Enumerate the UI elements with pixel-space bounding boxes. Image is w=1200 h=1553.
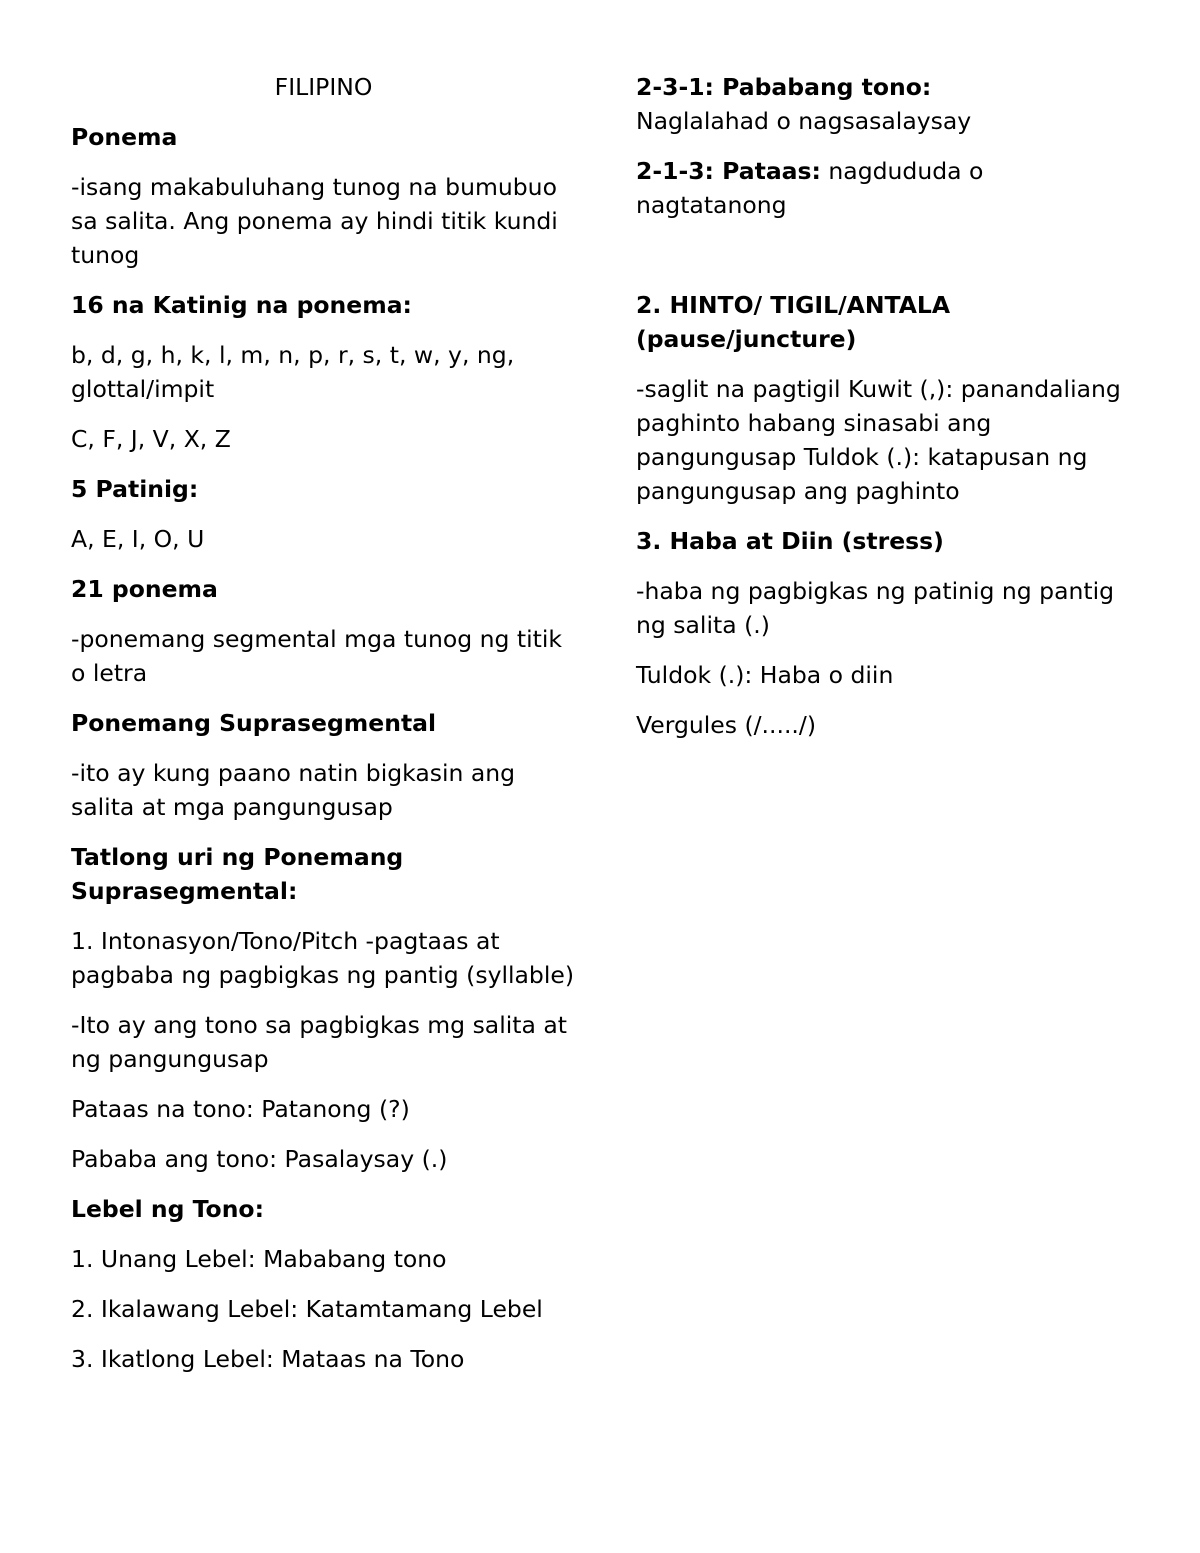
pattern-213 [636, 154, 1136, 222]
suprasegmental-definition: -ito ay kung paano natin bigkasin ang salita at mga pangungusap [71, 759, 516, 821]
heading-katinig: 16 na Katinig na ponema: [71, 291, 412, 319]
vergules-item: Vergules (/...../) [636, 711, 816, 739]
pattern-231-text: Naglalahad o nagsasalaysay [636, 107, 972, 135]
tono-definition: -Ito ay ang tono sa pagbigkas mg salita at ng pangungusap [71, 1011, 567, 1073]
hinto-definition: -saglit na pagtigil Kuwit (,): panandaliang paghinto habang sinasabi ang pangungusap Tuldok (.): katapusan ng pangungusap ang paghinto [636, 375, 1121, 505]
patinig-list: A, E, I, O, U [71, 525, 205, 553]
right-column [636, 70, 1136, 758]
pattern-231-label: 2-3-1: Pababang tono: [636, 73, 932, 101]
ponema-definition: -isang makabuluhang tunog na bumubuo sa salita. Ang ponema ay hindi titik kundi tunog [71, 173, 558, 269]
heading-hinto: 2. HINTO/ TIGIL/ANTALA (pause/juncture) [636, 291, 951, 353]
intonasyon-item: 1. Intonasyon/Tono/Pitch -pagtaas at pagbaba ng pagbigkas ng pantig (syllable) [71, 927, 575, 989]
document-title: FILIPINO [274, 73, 373, 101]
left-column [71, 70, 576, 1392]
spacer [636, 238, 1136, 288]
heading-ponema: Ponema [71, 123, 178, 151]
lebel-item-2: 2. Ikalawang Lebel: Katamtamang Lebel [71, 1295, 543, 1323]
lebel-item-1: 1. Unang Lebel: Mababang tono [71, 1245, 447, 1273]
heading-21-ponema: 21 ponema [71, 575, 218, 603]
heading-tatlong-uri: Tatlong uri ng Ponemang Suprasegmental: [71, 843, 404, 905]
heading-lebel: Lebel ng Tono: [71, 1195, 264, 1223]
haba-definition: -haba ng pagbigkas ng patinig ng pantig ng salita (.) [636, 577, 1115, 639]
pattern-213-label: 2-1-3: Pataas: [636, 157, 821, 185]
heading-suprasegmental: Ponemang Suprasegmental [71, 709, 437, 737]
pababa-tono: Pababa ang tono: Pasalaysay (.) [71, 1145, 448, 1173]
heading-haba-diin: 3. Haba at Diin (stress) [636, 527, 944, 555]
segmental-definition: -ponemang segmental mga tunog ng titik o letra [71, 625, 562, 687]
pattern-231 [636, 70, 1136, 138]
tuldok-item: Tuldok (.): Haba o diin [636, 661, 894, 689]
heading-patinig: 5 Patinig: [71, 475, 199, 503]
pataas-tono: Pataas na tono: Patanong (?) [71, 1095, 410, 1123]
pattern-213-text: nagdududa o nagtatanong [636, 157, 984, 219]
hiram-list: C, F, J, V, X, Z [71, 425, 231, 453]
lebel-item-3: 3. Ikatlong Lebel: Mataas na Tono [71, 1345, 465, 1373]
katinig-list: b, d, g, h, k, l, m, n, p, r, s, t, w, y, ng, glottal/impit [71, 341, 515, 403]
